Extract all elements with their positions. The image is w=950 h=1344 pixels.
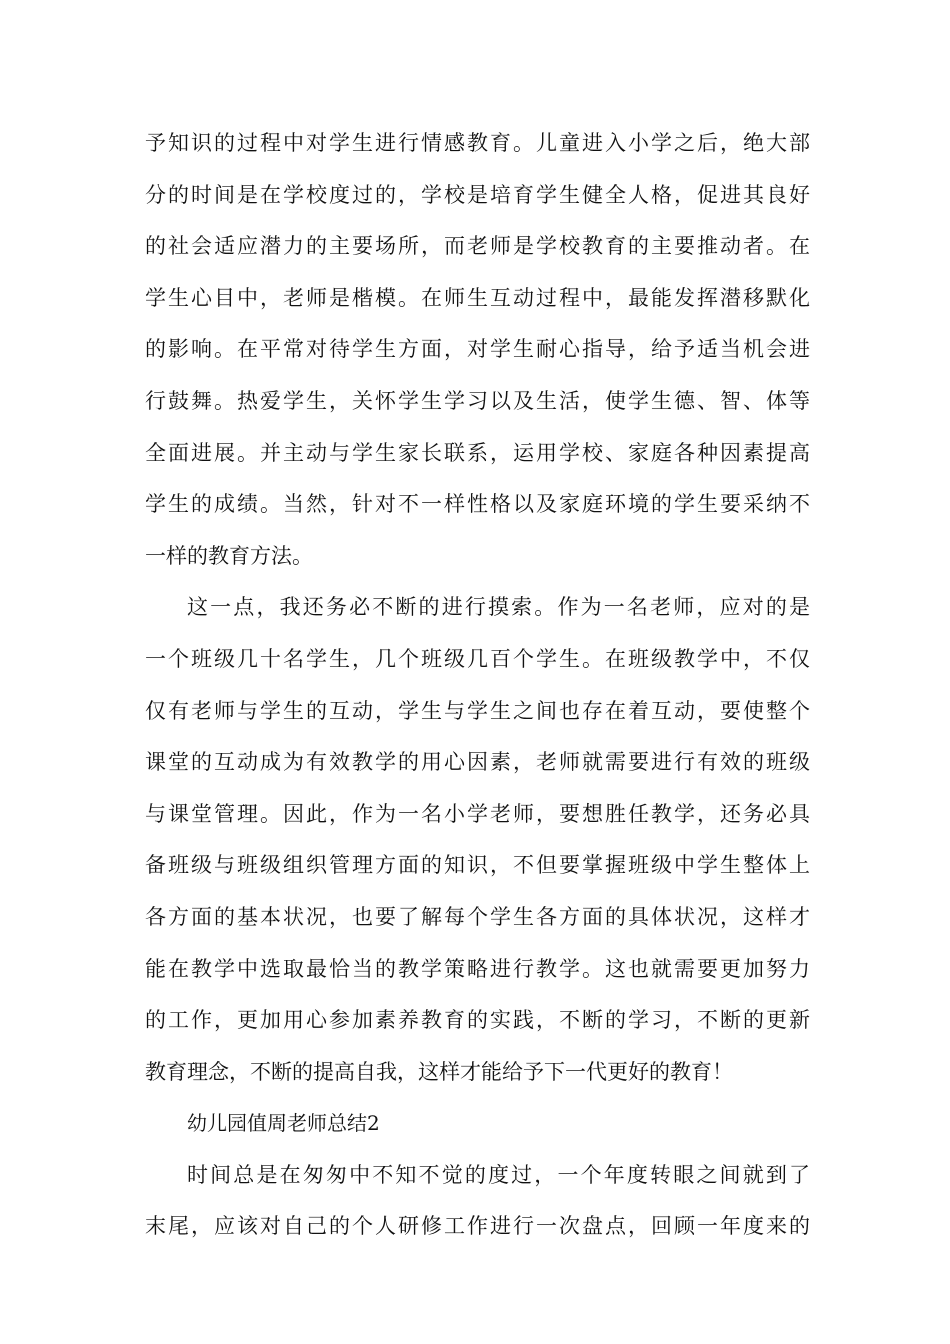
text-line: 时间总是在匆匆中不知不觉的度过，一个年度转眼之间就到了	[187, 1162, 810, 1187]
text-line: 备班级与班级组织管理方面的知识，不但要掌握班级中学生整体上	[145, 853, 810, 878]
section-title: 幼儿园值周老师总结2	[187, 1111, 380, 1136]
text-line: 仅有老师与学生的互动，学生与学生之间也存在着互动，要使整个	[145, 698, 810, 723]
text-line: 各方面的基本状况，也要了解每个学生各方面的具体状况，这样才	[145, 904, 810, 929]
paragraph-3	[145, 1160, 810, 1263]
document-body	[145, 128, 810, 1263]
text-line: 一样的教育方法。	[145, 543, 313, 568]
text-line: 这一点，我还务必不断的进行摸索。作为一名老师，应对的是	[187, 595, 810, 620]
text-line: 能在教学中选取最恰当的教学策略进行教学。这也就需要更加努力	[145, 956, 810, 981]
text-line: 课堂的互动成为有效教学的用心因素，老师就需要进行有效的班级	[145, 750, 810, 775]
paragraph-2	[145, 592, 810, 1108]
text-line: 的工作，更加用心参加素养教育的实践，不断的学习，不断的更新	[145, 1008, 810, 1033]
text-line: 教育理念，不断的提高自我，这样才能给予下一代更好的教育！	[145, 1059, 733, 1084]
paragraph-1	[145, 128, 810, 592]
text-line: 一个班级几十名学生，几个班级几百个学生。在班级教学中，不仅	[145, 646, 810, 671]
text-line: 学生心目中，老师是楷模。在师生互动过程中，最能发挥潜移默化	[145, 285, 810, 310]
text-line: 的影响。在平常对待学生方面，对学生耐心指导，给予适当机会进	[145, 337, 810, 362]
text-line: 行鼓舞。热爱学生，关怀学生学习以及生活，使学生德、智、体等	[145, 388, 810, 413]
text-line: 与课堂管理。因此，作为一名小学老师，要想胜任教学，还务必具	[145, 801, 810, 826]
text-line: 学生的成绩。当然，针对不一样性格以及家庭环境的学生要采纳不	[145, 492, 810, 517]
text-line: 的社会适应潜力的主要场所，而老师是学校教育的主要推动者。在	[145, 234, 810, 259]
text-line: 分的时间是在学校度过的，学校是培育学生健全人格，促进其良好	[145, 182, 810, 207]
text-line: 全面进展。并主动与学生家长联系，运用学校、家庭各种因素提高	[145, 440, 810, 465]
text-line: 予知识的过程中对学生进行情感教育。儿童进入小学之后，绝大部	[145, 131, 810, 155]
text-line: 末尾，应该对自己的个人研修工作进行一次盘点，回顾一年度来的	[145, 1214, 810, 1239]
